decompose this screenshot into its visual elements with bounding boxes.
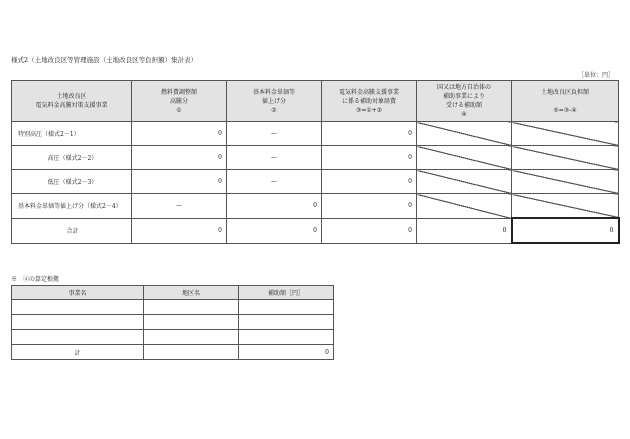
- table-row: [12, 146, 619, 170]
- cell-eligible: 0: [322, 122, 417, 146]
- total-eligible: 0: [322, 218, 417, 243]
- total-row: [12, 218, 619, 243]
- header-burden: [512, 81, 619, 122]
- sub-total-row: [12, 345, 334, 360]
- row-label: 低圧（様式2－3）: [12, 170, 132, 194]
- empty-cell: [144, 330, 239, 345]
- sub-total-label: 計: [12, 345, 144, 360]
- row-label: 基本料金単価等値上げ分（様式2－4）: [12, 194, 132, 219]
- sub-total-value: 0: [239, 345, 334, 360]
- header-line: 受ける補助額: [445, 102, 482, 109]
- document-title: 様式2（土地改良区等管理施設（土地改良区等負担額）集計表）: [11, 56, 198, 64]
- header-line: ②: [271, 106, 277, 114]
- calculation-basis-note: ※ ④の算定根拠: [11, 276, 60, 283]
- summary-table: [11, 80, 620, 244]
- header-eligible-cost: [322, 81, 417, 122]
- empty-cell: [239, 315, 334, 330]
- header-fuel-adjustment: [132, 81, 227, 122]
- empty-cell: [12, 315, 144, 330]
- table-row: [12, 300, 334, 315]
- row-label: 特別高圧（様式2－1）: [12, 122, 132, 146]
- header-subsidy-amount: 補助額［円］: [239, 286, 334, 300]
- header-line: ④: [461, 111, 467, 118]
- header-line: 基本料金単価等: [252, 88, 295, 96]
- header-district-name: 地区名: [144, 286, 239, 300]
- cell-subsidy-na: [417, 146, 512, 170]
- cell-fuel: 0: [132, 170, 227, 194]
- header-line: ③=①+②: [355, 106, 383, 114]
- cell-burden-na: [512, 170, 619, 194]
- header-line: 値上げ分: [261, 97, 286, 105]
- header-program: [12, 81, 132, 122]
- empty-cell: [144, 300, 239, 315]
- cell-fuel: 0: [132, 122, 227, 146]
- cell-eligible: 0: [322, 194, 417, 219]
- table-row: [12, 330, 334, 345]
- empty-cell: [144, 345, 239, 360]
- total-basic: 0: [227, 218, 322, 243]
- header-line: [516, 97, 614, 106]
- cell-burden-na: [512, 194, 619, 219]
- cell-basic: —: [227, 146, 322, 170]
- cell-basic: —: [227, 170, 322, 194]
- header-line: 電気料金高騰支援事業: [338, 88, 399, 96]
- cell-eligible: 0: [322, 170, 417, 194]
- cell-fuel: —: [132, 194, 227, 219]
- total-label: 合計: [12, 218, 132, 243]
- header-line: 燃料費調整額: [160, 88, 197, 96]
- total-subsidy: 0: [417, 218, 512, 243]
- header-project-name: 事業名: [12, 286, 144, 300]
- cell-basic: 0: [227, 194, 322, 219]
- header-row: [12, 81, 619, 122]
- sub-header-row: [12, 286, 334, 300]
- header-subsidy: [417, 81, 512, 122]
- header-line: 高騰分: [169, 97, 188, 105]
- header-line: 補助事業により: [442, 93, 485, 100]
- empty-cell: [239, 300, 334, 315]
- table-row: [12, 194, 619, 219]
- total-fuel: 0: [132, 218, 227, 243]
- cell-burden-na: [512, 146, 619, 170]
- cell-burden-na: [512, 122, 619, 146]
- header-line: 電気料金高騰対策支援事業: [35, 102, 108, 109]
- header-line: に係る補助対象経費: [341, 97, 396, 105]
- row-label: 高圧（様式2－2）: [12, 146, 132, 170]
- cell-eligible: 0: [322, 146, 417, 170]
- header-line: 土地改良区負担額: [540, 88, 589, 96]
- header-line: ⑤=③-④: [553, 106, 577, 114]
- header-basic-rate: [227, 81, 322, 122]
- cell-subsidy-na: [417, 170, 512, 194]
- table-row: [12, 170, 619, 194]
- subsidy-basis-table: [11, 285, 334, 360]
- table-row: [12, 122, 619, 146]
- header-line: ①: [176, 106, 182, 114]
- empty-cell: [12, 330, 144, 345]
- cell-subsidy-na: [417, 122, 512, 146]
- empty-cell: [144, 315, 239, 330]
- header-line: 国又は地方自治体の: [436, 84, 491, 91]
- total-burden: 0: [512, 218, 619, 243]
- table-row: [12, 315, 334, 330]
- empty-cell: [239, 330, 334, 345]
- empty-cell: [12, 300, 144, 315]
- cell-fuel: 0: [132, 146, 227, 170]
- header-line: 土地改良区: [56, 93, 87, 100]
- cell-subsidy-na: [417, 194, 512, 219]
- unit-label: ［単位：円］: [577, 72, 614, 79]
- cell-basic: —: [227, 122, 322, 146]
